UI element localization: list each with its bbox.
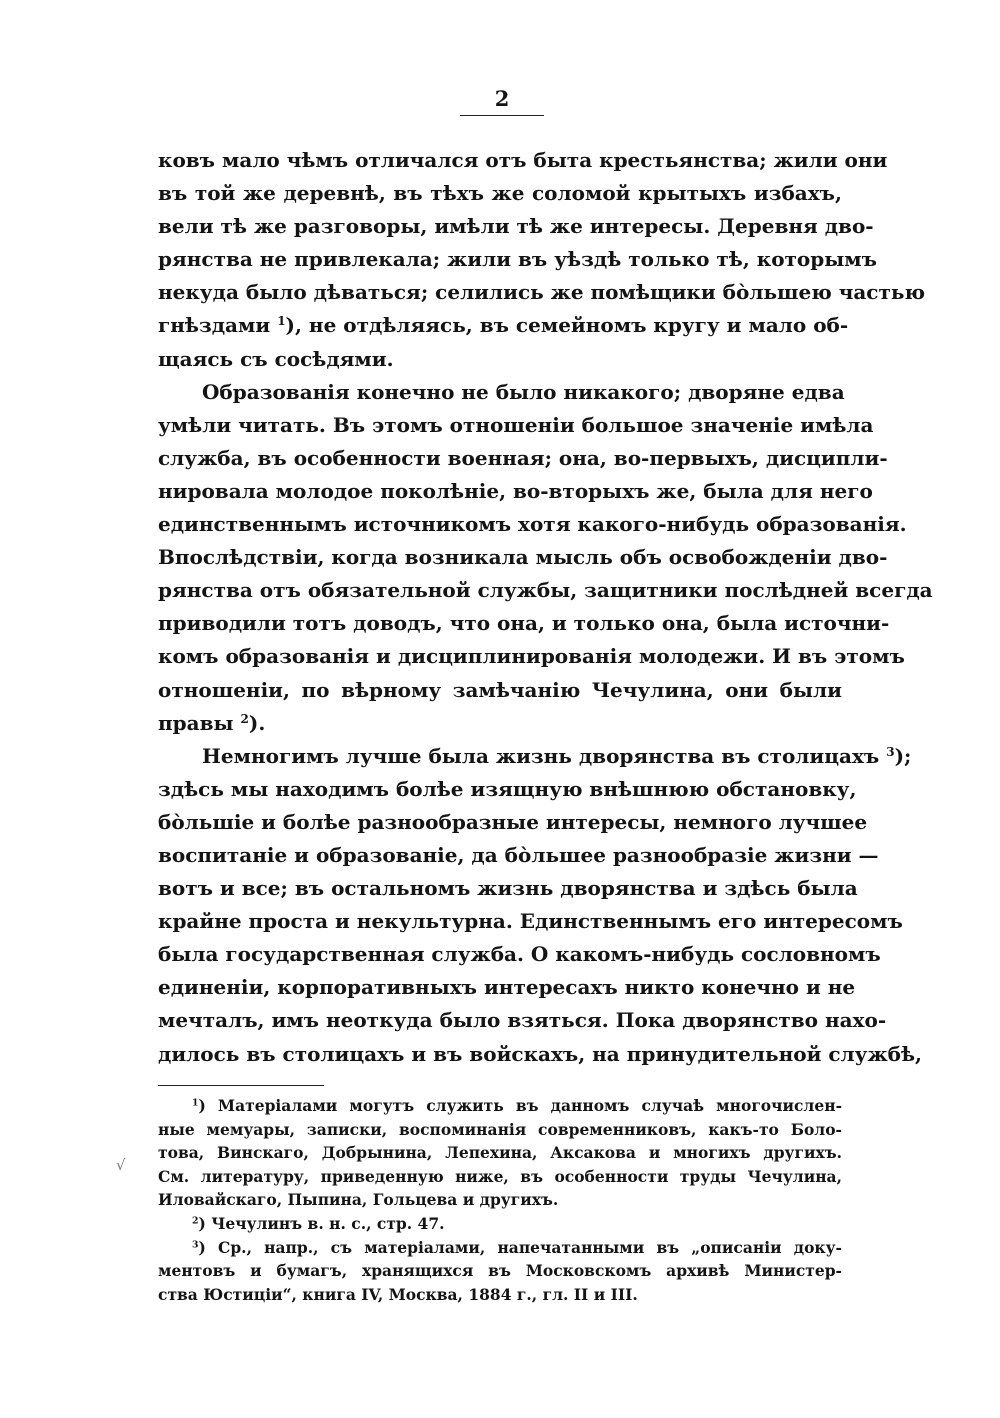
text-line: комъ образованія и дисциплинированія молодежи. И въ этомъ [158,644,905,669]
text-line: Образованія конечно не было никакого; дворяне едва [202,379,845,404]
text-segment: ), не отдѣляясь, въ семейномъ кругу и мало об- [285,313,849,338]
text-line: Впослѣдствіи, когда возникала мысль объ освобожденіи дво- [158,545,888,570]
text-line: нировала молодое поколѣніе, во-вторыхъ же, была для него [158,478,873,503]
footnote-2 [158,1212,842,1236]
footnote-ref-1: 1 [277,314,286,329]
text-segment: ) Чечулинъ в. н. с., стр. 47. [198,1213,445,1233]
text-line: здѣсь мы находимъ болѣе изящную внѣшнюю обстановку, [158,776,857,801]
footnote-ref-2: 2 [240,711,249,726]
text-line: единственнымъ источникомъ хотя какого-нибудь образованія. [158,512,907,537]
text-line: единеніи, корпоративныхъ интересахъ никто конечно и не [158,975,856,1000]
text-line: была государственная служба. О какомъ-нибудь сословномъ [158,942,881,967]
text-line: рянства не привлекала; жили въ уѣздѣ только тѣ, которымъ [158,247,878,272]
paragraph-1 [158,144,925,376]
footnote-line: ментовъ и бумагъ, хранящихся въ Московскомъ архивѣ Министер- [158,1261,842,1281]
footnotes [158,1094,842,1306]
footnote-separator [158,1085,324,1086]
margin-check-mark: √ [116,1156,126,1174]
text-segment: ); [894,743,912,768]
footnote-line [158,1236,842,1260]
text-segment: ). [248,710,266,735]
footnote-line [158,1094,842,1118]
text-segment: Немногимъ лучше была жизнь дворянства въ столицахъ [202,743,880,768]
text-line: отношеніи, по вѣрному замѣчанію Чечулина, они были [158,677,842,702]
text-line: бо̀льшіе и болѣе разнообразные интересы, немного лучшее [158,809,868,834]
footnote-mark: 2 [192,1215,199,1227]
text-line-with-footnote-ref [158,740,912,773]
paragraph-2 [158,376,933,740]
text-line: умѣли читать. Въ этомъ отношеніи большое значеніе имѣла [158,412,874,437]
footnote-mark: 1 [192,1097,199,1109]
text-line: щаясь съ сосѣдями. [158,346,394,371]
text-line: некуда было дѣваться; селились же помѣщики бо̀льшею частью [158,280,925,305]
text-line: приводили тотъ доводъ, что она, и только она, была источни- [158,611,890,636]
footnote-line [158,1212,842,1236]
text-line: воспитаніе и образованіе, да бо̀льшее разнообразіе жизни — [158,842,879,867]
text-segment: ) Ср., напр., съ матеріалами, напечатанными въ „описаніи доку- [198,1237,842,1257]
footnote-line: това, Винскаго, Добрынина, Лепехина, Аксакова и многихъ другихъ. [158,1143,842,1163]
text-line: вотъ и все; въ остальномъ жизнь дворянства и здѣсь была [158,876,858,901]
footnote-mark: 3 [192,1238,199,1250]
text-line: вели тѣ же разговоры, имѣли тѣ же интересы. Деревня дво- [158,214,874,239]
text-line-with-footnote-ref [158,707,842,740]
text-line: дилось въ столицахъ и въ войскахъ, на принудительной службѣ, [158,1041,923,1066]
footnote-line: ства Юстиціи“, книга IV, Москва, 1884 г., гл. II и III. [158,1284,638,1304]
text-segment: ) Матеріалами могутъ служить въ данномъ случаѣ многочислен- [198,1096,842,1115]
text-line: мечталъ, имъ неоткуда было взяться. Пока дворянство нахо- [158,1008,887,1033]
text-line: ковъ мало чѣмъ отличался отъ быта крестьянства; жили они [158,148,888,172]
page-number-rule [460,115,544,116]
text-segment: правы [158,710,234,735]
text-line: рянства отъ обязательной службы, защитники послѣдней всегда [158,578,933,603]
text-segment: гнѣздами [158,313,271,338]
text-line: крайне проста и некультурна. Единственнымъ его интересомъ [158,909,903,934]
footnote-ref-3: 3 [886,744,895,759]
text-line: въ той же деревнѣ, въ тѣхъ же соломой крытыхъ избахъ, [158,181,842,206]
paragraph-3 [158,740,923,1071]
footnote-line: ные мемуары, записки, воспоминанія современниковъ, какъ-то Боло- [158,1119,842,1139]
page-number: 2 [494,86,510,111]
body-text [158,144,933,1071]
text-line: служба, въ особенности военная; она, во-первыхъ, дисципли- [158,445,888,470]
footnote-line: См. литературу, приведенную ниже, въ особенности труды Чечулина, [158,1166,842,1186]
footnote-3 [158,1236,842,1307]
footnote-1 [158,1094,842,1212]
footnote-line: Иловайскаго, Пыпина, Гольцева и другихъ. [158,1190,559,1210]
text-line-with-footnote-ref [158,309,849,342]
